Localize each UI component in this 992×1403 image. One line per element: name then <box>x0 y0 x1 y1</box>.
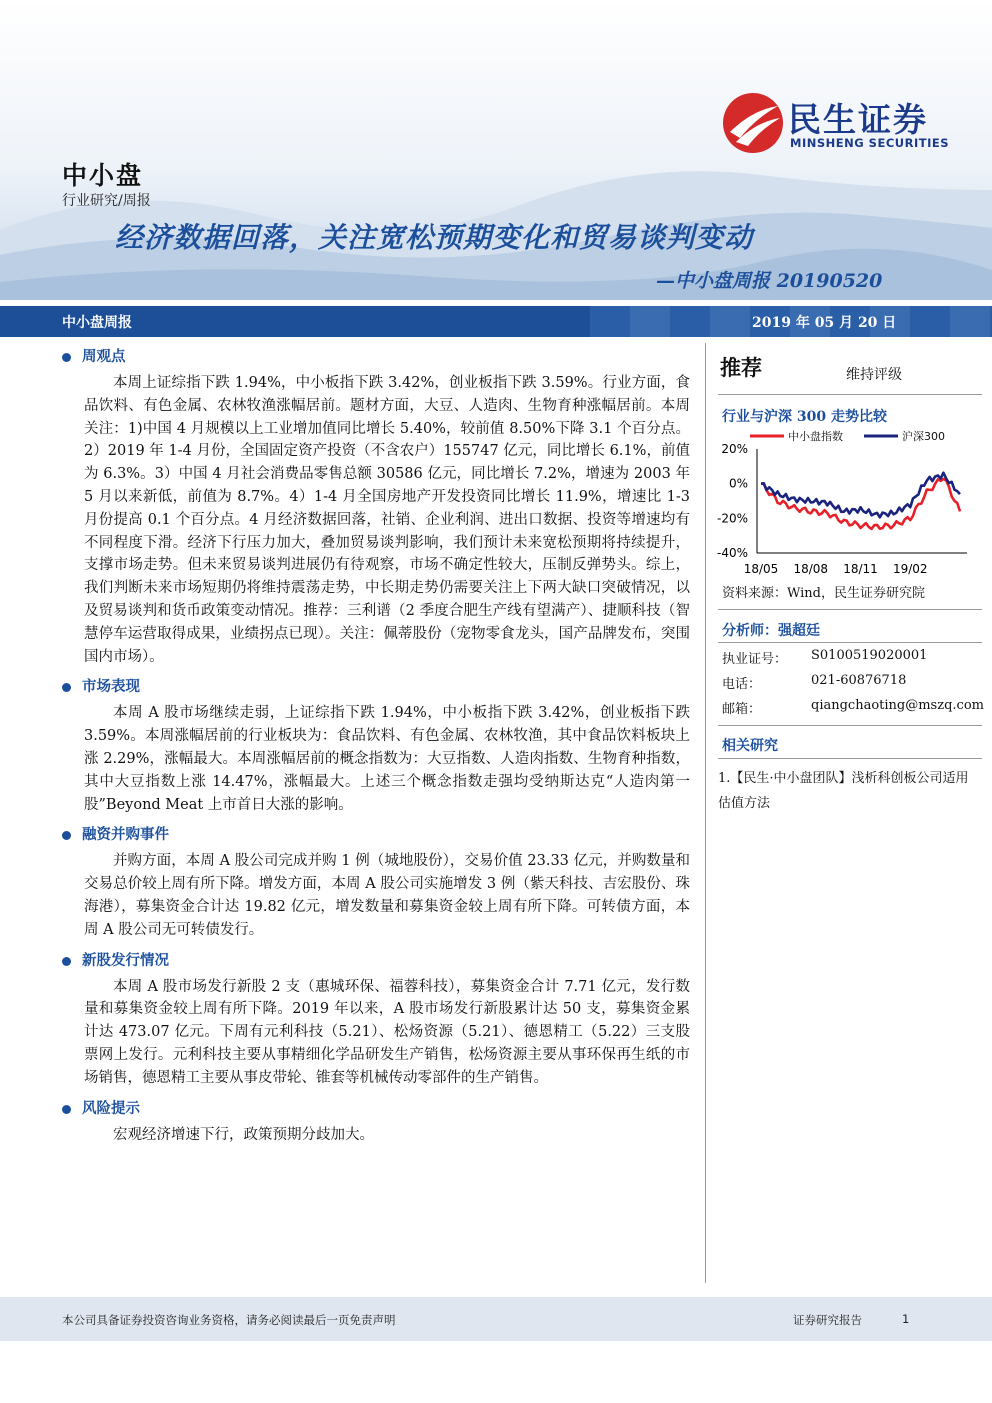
report-subtitle: —中小盘周报 20190520 <box>656 270 883 292</box>
section-heading: 风险提示 <box>82 1099 140 1117</box>
bullet-icon <box>62 957 71 966</box>
section-text: 本周 A 股市场发行新股 2 支（惠城环保、福蓉科技），募集资金合计 7.71 亿元，发行数量和募集资金较上周有所下降。2019 年以来，A 股市场发行新股累计达 50 支，募集资金累计达 473.07 亿元。下周有元利科技（5.21）、松炀资源（5.21）、德恩精工（5.22）三支股票网上发行。元利科技主要从事精细化学品研发生产销售，松炀资源主要从事环保再生纸的市场销售，德恩精工主要从事皮带轮、锥套等机械传动零部件的生产销售。 <box>84 978 690 1086</box>
series-line-0 <box>761 479 960 529</box>
x-tick-label: 18/08 <box>793 562 829 576</box>
brand-name-en: MINSHENG SECURITIES <box>790 136 949 150</box>
rule <box>718 609 982 610</box>
bullet-icon <box>62 831 71 840</box>
section-heading: 周观点 <box>82 348 126 365</box>
rule <box>718 394 982 395</box>
info-value-phone: 021-60876718 <box>811 673 907 688</box>
related-research-heading: 相关研究 <box>722 738 778 754</box>
header-bar-label: 中小盘周报 <box>62 315 132 331</box>
y-tick-label: 20% <box>721 442 748 456</box>
section-ipo <box>62 950 690 1090</box>
series-line-1 <box>761 473 960 518</box>
bullet-icon <box>62 353 71 362</box>
related-research-item[interactable]: 1.【民生·中小盘团队】浅析科创板公司适用估值方法 <box>718 771 969 811</box>
x-tick-label: 19/02 <box>892 562 928 576</box>
section-heading: 融资并购事件 <box>82 826 169 844</box>
info-label-phone: 电话： <box>722 677 762 692</box>
info-label-email: 邮箱： <box>722 702 762 717</box>
footer-report-type: 证券研究报告 <box>793 1313 862 1327</box>
chart-source: 资料来源：Wind，民生证券研究院 <box>722 586 925 601</box>
section-text: 并购方面，本周 A 股公司完成并购 1 例（城地股份），交易价值 23.33 亿元，并购数量和交易总价较上周有所下降。增发方面，本周 A 股公司实施增发 3 例（紫天科技、吉宏股份、珠海港），募集资金合计达 19.82 亿元，增发数量和募集资金较上周有所下降。可转债方面，本周 A 股公司无可转债发行。 <box>84 853 690 938</box>
trend-chart <box>712 425 982 578</box>
minsheng-logo-icon <box>722 92 784 154</box>
section-financing-ma <box>62 824 690 941</box>
info-value-license: S0100519020001 <box>811 648 928 663</box>
footer-disclaimer: 本公司具备证券投资咨询业务资格，请务必阅读最后一页免责声明 <box>62 1313 396 1327</box>
bullet-icon <box>62 683 71 692</box>
legend-label-0: 中小盘指数 <box>788 430 843 443</box>
y-tick-label: -40% <box>716 546 748 560</box>
rule <box>718 642 982 643</box>
report-title: 经济数据回落，关注宽松预期变化和贸易谈判变动 <box>115 221 754 254</box>
report-date: 2019 年 05 月 20 日 <box>752 315 897 331</box>
brand-logo <box>722 92 962 156</box>
brand-name-cn: 民生证券 <box>788 100 928 139</box>
info-label-license: 执业证号： <box>722 652 788 667</box>
column-divider <box>705 343 706 1283</box>
y-tick-label: -20% <box>716 511 748 526</box>
page-number: 1 <box>902 1312 910 1326</box>
section-market-performance <box>62 676 690 816</box>
report-type: 行业研究/周报 <box>62 193 151 209</box>
section-heading: 市场表现 <box>82 678 140 696</box>
section-text: 宏观经济增速下行，政策预期分歧加大。 <box>113 1126 374 1143</box>
chart-series <box>761 473 960 529</box>
chart-title: 行业与沪深 300 走势比较 <box>722 409 887 425</box>
x-ticks <box>744 562 928 576</box>
legend-label-1: 沪深300 <box>902 430 945 443</box>
analyst-heading: 分析师：强超廷 <box>722 623 820 639</box>
main-content <box>62 346 690 1154</box>
rule <box>718 758 982 759</box>
x-tick-label: 18/05 <box>743 562 779 576</box>
recommendation: 推荐 <box>720 355 762 380</box>
section-risk <box>62 1098 690 1147</box>
section-weekly-view <box>62 346 690 668</box>
rule <box>718 725 982 726</box>
x-tick-label: 18/11 <box>843 562 878 576</box>
section-text: 本周上证综指下跌 1.94%，中小板指下跌 3.42%，创业板指下跌 3.59%。行业方面，食品饮料、有色金属、农林牧渔涨幅居前。题材方面，大豆、人造肉、生物育种涨幅居前。本周关注：1)中国 4 月规模以上工业增加值同比增长 5.40%，较前值 8.50%下降 3.1 个百分点。2）2019 年 1-4 月份，全国固定资产投资（不含农户）155747 亿元，同比增长 6.1%，前值为 6.3%。3）中国 4 月社会消费品零售总额 30586 亿元，同比增长 7.2%，增速为 2003 年 5 月以来新低，前值为 8.7%。4）1-4 月全国房地产开发投资同比增长 11.9%，增速比 1-3 月份提高 0.1 个百分点。4 月经济数据回落，社销、企业利润、进出口数据、投资等增速均有不同程度下滑。经济下行压力加大，叠加贸易谈判影响，我们预计未来宽松预期将持续提升，支撑市场走势。但未来贸易谈判进展仍有待观察，市场不确定性较大，压制反弹势头。综上，我们判断未来市场短期仍将维持震荡走势，中长期走势仍需要关注上下两大缺口突破情况，以及贸易谈判和货币政策变动情况。推荐：三利谱（2 季度合肥生产线有望满产）、捷顺科技（智慧停车运营取得成果，业绩拐点已现）。关注：佩蒂股份（宠物零食龙头，国产品牌发布，突围国内市场）。 <box>84 375 690 665</box>
section-text: 本周 A 股市场继续走弱，上证综指下跌 1.94%，中小板指下跌 3.42%，创业板指下跌 3.59%。本周涨幅居前的行业板块为：食品饮料、有色金属、农林牧渔，其中食品饮料板块上涨 2.29%，涨幅最大。本周涨幅居前的概念指数为：大豆指数、人造肉指数、生物育种指数，其中大豆指数上涨 14.47%，涨幅最大。上述三个概念指数走强均受纳斯达克“人造肉第一股”Beyond Meat 上市首日大涨的影响。 <box>84 705 690 813</box>
bullet-icon <box>62 1105 71 1114</box>
sector-label: 中小盘 <box>62 161 144 190</box>
y-ticks <box>717 442 748 560</box>
chart-legend <box>750 429 945 443</box>
y-tick-label: 0% <box>728 476 748 491</box>
rating: 维持评级 <box>846 367 902 383</box>
info-value-email[interactable]: qiangchaoting@mszq.com <box>811 698 984 713</box>
section-heading: 新股发行情况 <box>82 951 169 969</box>
